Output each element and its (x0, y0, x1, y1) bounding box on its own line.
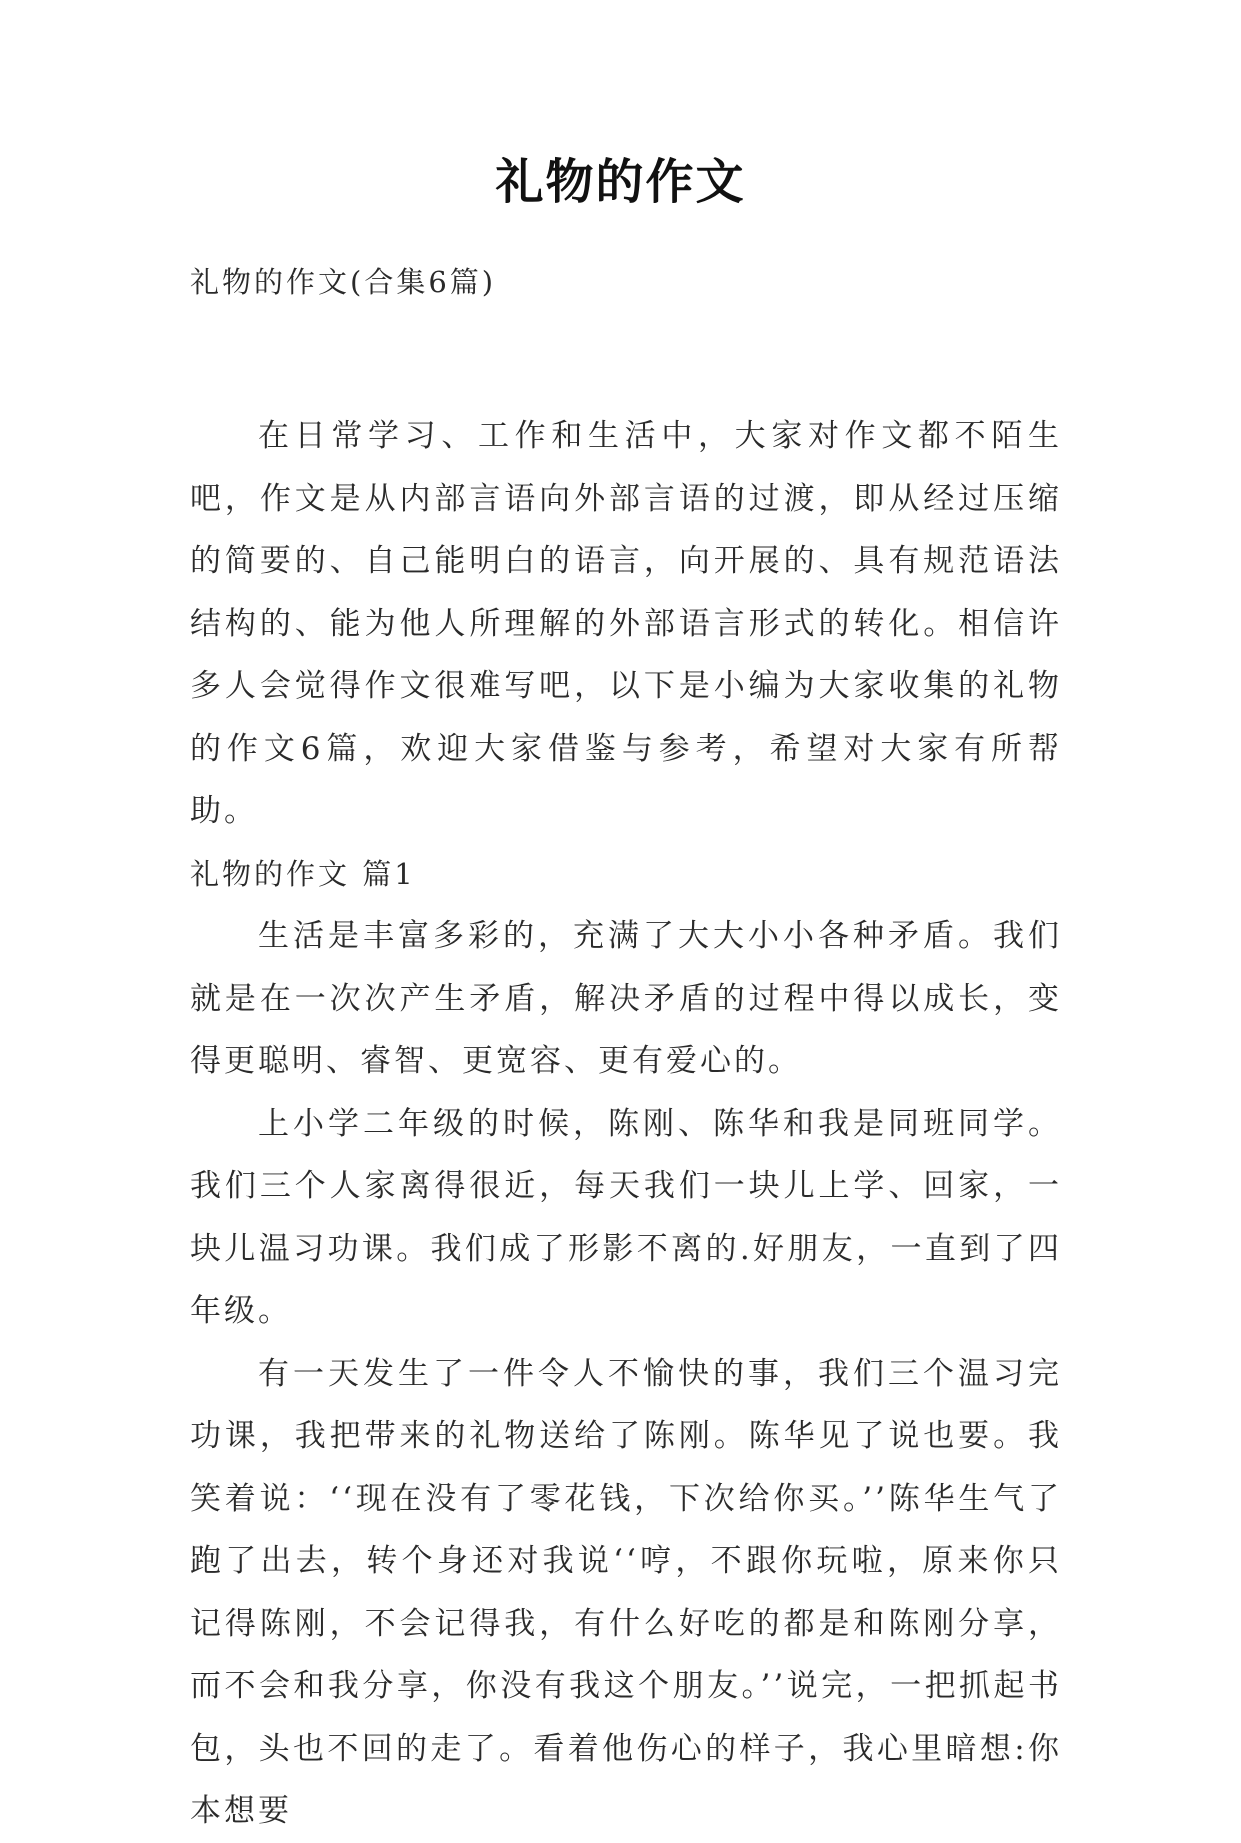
document-subtitle: 礼物的作文(合集6篇) (190, 265, 497, 299)
document-body (190, 405, 1062, 1843)
intro-paragraph: 在日常学习、工作和生活中，大家对作文都不陌生吧，作文是从内部言语向外部言语的过渡，即从经过压缩的简要的、自己能明白的语言，向开展的、具有规范语法结构的、能为他人所理解的外部语言形式的转化。相信许多人会觉得作文很难写吧，以下是小编为大家收集的礼物的作文6篇，欢迎大家借鉴与参考，希望对大家有所帮助。 (190, 418, 1062, 829)
body-paragraph: 生活是丰富多彩的，充满了大大小小各种矛盾。我们就是在一次次产生矛盾，解决矛盾的过程中得以成长，变得更聪明、睿智、更宽容、更有爱心的。 (190, 918, 1062, 1079)
body-paragraph: 上小学二年级的时候，陈刚、陈华和我是同班同学。我们三个人家离得很近，每天我们一块儿上学、回家，一块儿温习功课。我们成了形影不离的.好朋友，一直到了四年级。 (190, 1105, 1062, 1329)
section-heading: 礼物的作文 篇1 (190, 856, 416, 891)
document-title: 礼物的作文 (495, 154, 746, 210)
body-paragraph: 有一天发生了一件令人不愉快的事，我们三个温习完功课，我把带来的礼物送给了陈刚。陈华见了说也要。我笑着说：‘‘现在没有了零花钱，下次给你买。’’陈华生气了跑了出去，转个身还对我说‘‘哼，不跟你玩啦，原来你只记得陈刚，不会记得我，有什么好吃的都是和陈刚分享，而不会和我分享，你没有我这个朋友。’’说完，一把抓起书包，头也不回的走了。看着他伤心的样子，我心里暗想:你本想要 (190, 1355, 1062, 1829)
